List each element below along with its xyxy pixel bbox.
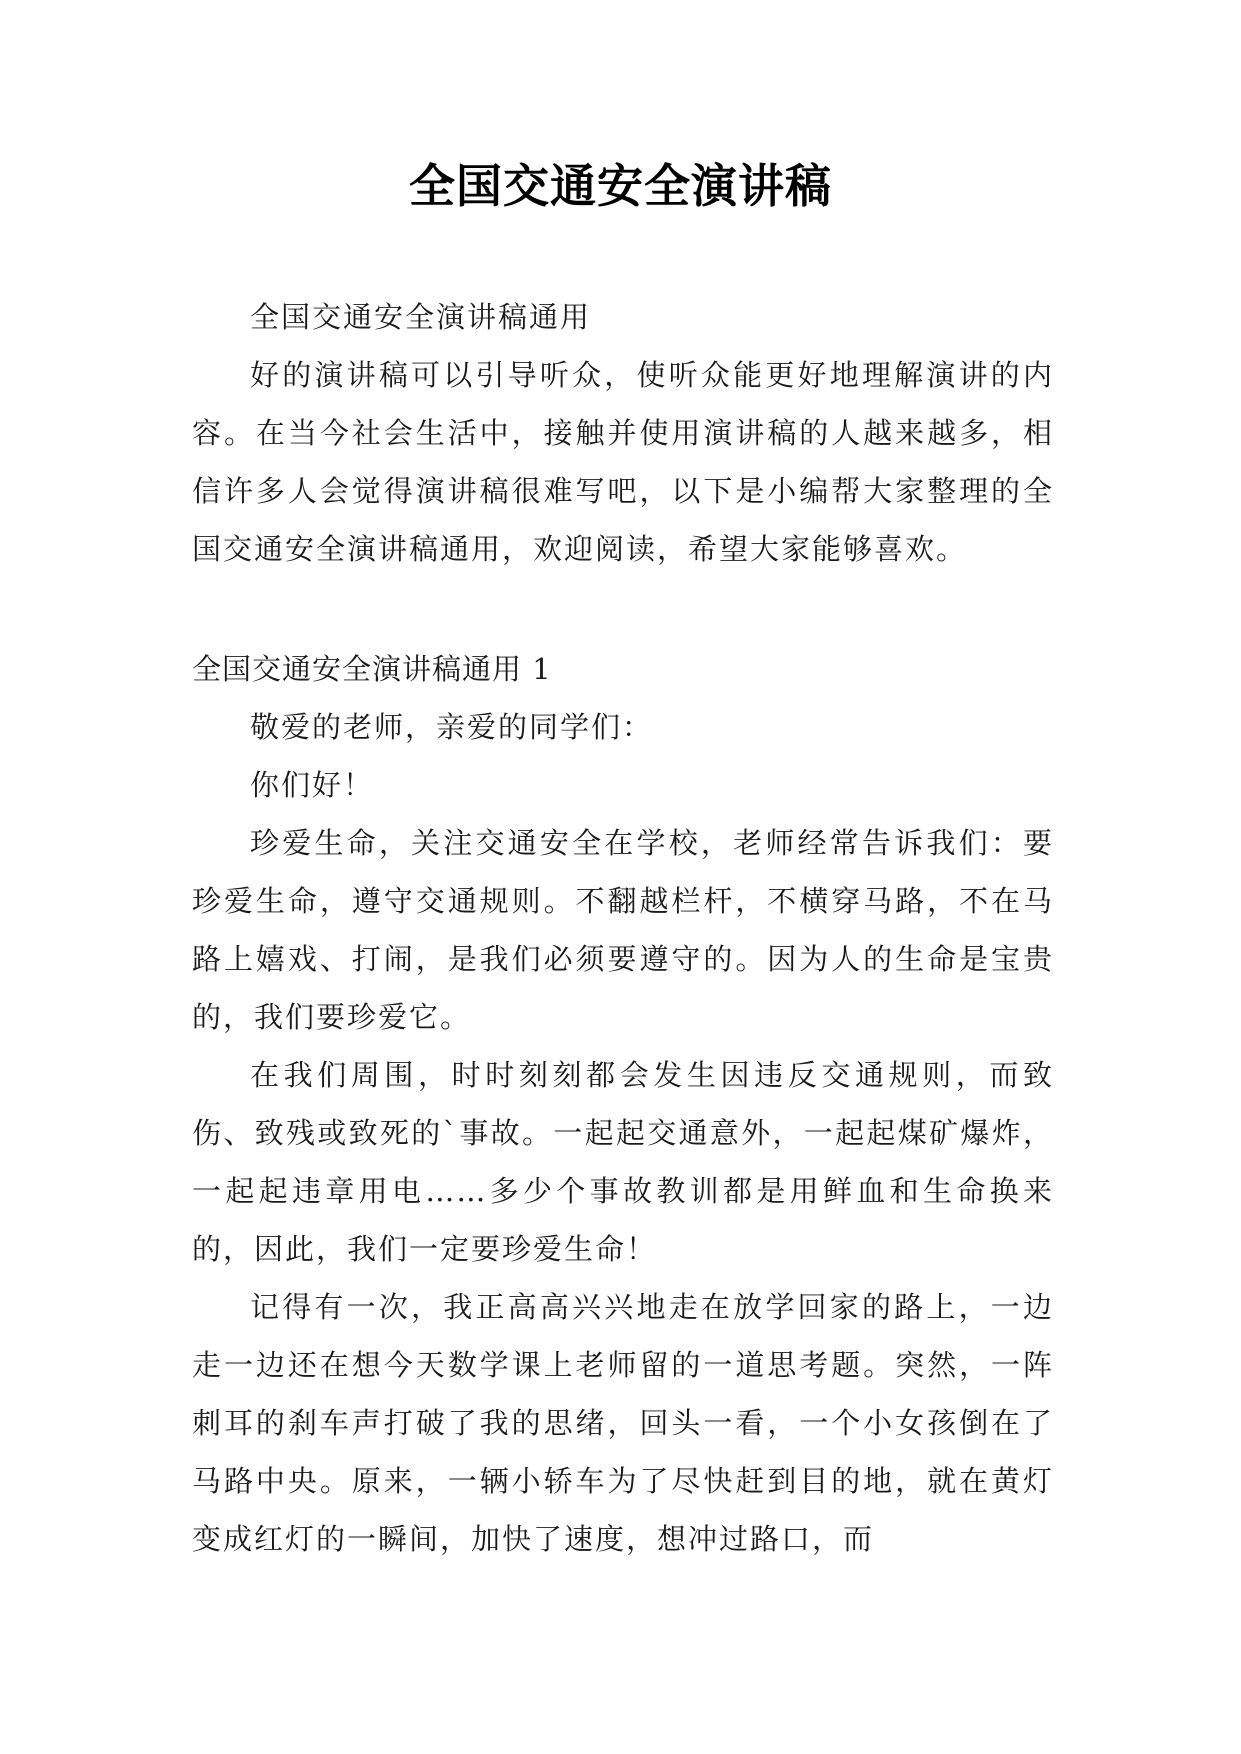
intro-section [192,288,1054,578]
section-heading: 全国交通安全演讲稿通用 1 [192,652,552,686]
body-paragraph: 珍爱生命，关注交通安全在学校，老师经常告诉我们：要珍爱生命，遵守交通规则。不翻越栏杆，不横穿马路，不在马路上嬉戏、打闹，是我们必须要遵守的。因为人的生命是宝贵的，我们要珍爱它。 [192,826,1054,1034]
body-paragraph: 记得有一次，我正高高兴兴地走在放学回家的路上，一边走一边还在想今天数学课上老师留的一道思考题。突然，一阵刺耳的刹车声打破了我的思绪，回头一看，一个小女孩倒在了马路中央。原来，一辆小轿车为了尽快赶到目的地，就在黄灯变成红灯的一瞬间，加快了速度，想冲过路口，而 [192,1290,1054,1556]
document-title: 全国交通安全演讲稿 [409,159,832,213]
salutation: 敬爱的老师，亲爱的同学们： [250,710,654,744]
body-paragraph: 在我们周围，时时刻刻都会发生因违反交通规则，而致伤、致残或致死的`事故。一起起交通意外，一起起煤矿爆炸，一起起违章用电……多少个事故教训都是用鲜血和生命换来的，因此，我们一定要珍爱生命！ [192,1058,1054,1266]
greeting: 你们好！ [250,768,375,802]
speech-section [192,640,1054,1568]
intro-subtitle: 全国交通安全演讲稿通用 [250,300,592,334]
intro-paragraph: 好的演讲稿可以引导听众，使听众能更好地理解演讲的内容。在当今社会生活中，接触并使用演讲稿的人越来越多，相信许多人会觉得演讲稿很难写吧，以下是小编帮大家整理的全国交通安全演讲稿通用，欢迎阅读，希望大家能够喜欢。 [192,358,1054,566]
